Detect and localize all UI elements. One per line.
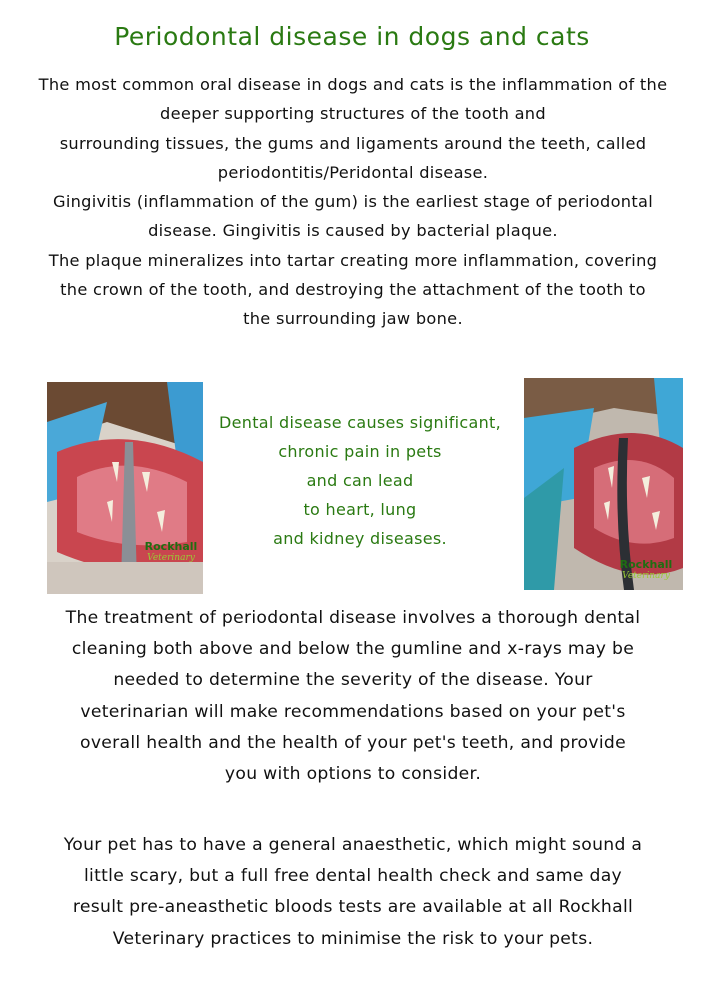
intro-line: periodontitis/Peridontal disease. bbox=[217, 162, 489, 182]
anaesthetic-paragraph bbox=[8, 830, 698, 955]
treatment-line: cleaning both above and below the gumline and x-rays may be bbox=[71, 639, 635, 660]
callout-line: and can lead bbox=[306, 471, 414, 490]
anaesthetic-line: little scary, but a full free dental health check and same day bbox=[83, 866, 623, 887]
treatment-line: overall health and the health of your pet's teeth, and provide bbox=[80, 732, 626, 753]
treatment-line: you with options to consider. bbox=[224, 764, 482, 785]
intro-line: The plaque mineralizes into tartar creating more inflammation, covering bbox=[48, 250, 658, 270]
callout-line: chronic pain in pets bbox=[278, 442, 442, 461]
callout-line: Dental disease causes significant, bbox=[218, 413, 501, 432]
anaesthetic-line: result pre-aneasthetic bloods tests are available at all Rockhall bbox=[72, 897, 634, 918]
callout-line: and kidney diseases. bbox=[273, 529, 447, 548]
anaesthetic-line: Your pet has to have a general anaesthetic, which might sound a bbox=[63, 835, 643, 855]
treatment-line: The treatment of periodontal disease involves a thorough dental bbox=[65, 608, 641, 628]
callout-line: to heart, lung bbox=[303, 500, 417, 519]
intro-line: The most common oral disease in dogs and cats is the inflammation of the bbox=[38, 75, 668, 94]
treatment-paragraph bbox=[8, 603, 698, 790]
page-title: Periodontal disease in dogs and cats bbox=[114, 22, 590, 51]
anaesthetic-line: Veterinary practices to minimise the risk to your pets. bbox=[112, 928, 594, 949]
intro-line: deeper supporting structures of the tooth and bbox=[160, 104, 546, 124]
watermark-brand: Rockhall bbox=[144, 540, 198, 553]
watermark-sub: Veterinary bbox=[147, 553, 195, 563]
watermark-logo bbox=[612, 558, 680, 581]
watermark-brand: Rockhall bbox=[619, 558, 673, 571]
intro-line: the crown of the tooth, and destroying the attachment of the tooth to bbox=[60, 280, 646, 300]
treatment-line: needed to determine the severity of the disease. Your bbox=[113, 670, 593, 691]
intro-paragraph bbox=[8, 70, 698, 334]
treatment-line: veterinarian will make recommendations based on your pet's bbox=[80, 701, 626, 722]
intro-line: disease. Gingivitis is caused by bacterial plaque. bbox=[148, 221, 558, 241]
watermark-logo bbox=[139, 540, 203, 563]
intro-line: Gingivitis (inflammation of the gum) is the earliest stage of periodontal bbox=[52, 192, 654, 212]
intro-line: the surrounding jaw bone. bbox=[243, 309, 463, 329]
callout-text bbox=[205, 408, 515, 553]
watermark-sub: Veterinary bbox=[622, 571, 670, 581]
intro-line: surrounding tissues, the gums and ligaments around the teeth, called bbox=[59, 133, 647, 153]
